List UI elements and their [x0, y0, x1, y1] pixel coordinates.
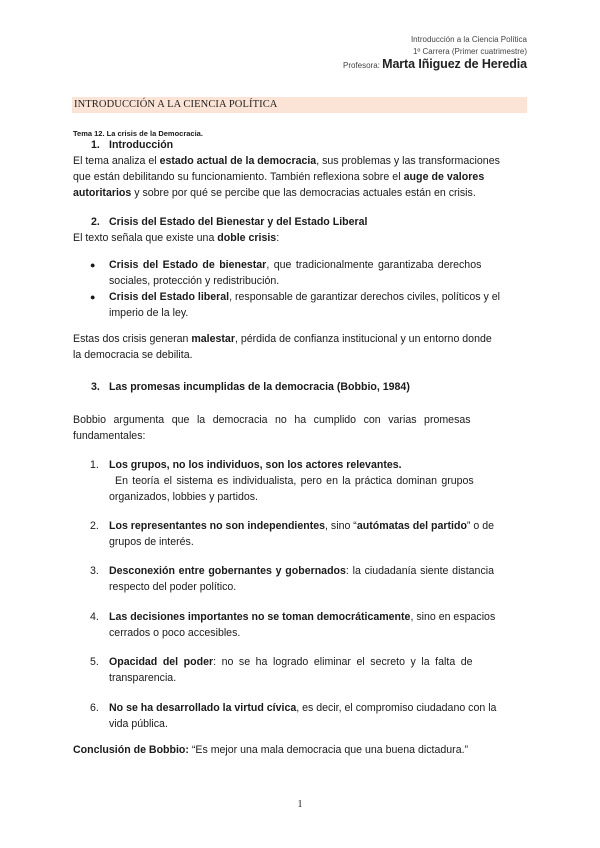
section2-title: Crisis del Estado del Bienestar y del Estado Liberal	[109, 216, 368, 228]
header-year: 1º Carrera (Primer cuatrimestre)	[412, 47, 527, 56]
bullet-icon: ●	[90, 260, 96, 270]
professor-label: Profesora:	[342, 61, 380, 70]
section3-title: Las promesas incumplidas de la democracia (Bobbio, 1984)	[109, 381, 410, 393]
conclusion: Conclusión de Bobbio: “Es mejor una mala democracia que una buena dictadura.”	[73, 744, 469, 756]
section3-intro-line2: fundamentales:	[73, 430, 146, 442]
section2-close-line1: Estas dos crisis generan malestar, pérdida de confianza institucional y un entorno donde	[73, 333, 492, 345]
bullet-icon: ●	[90, 292, 96, 302]
promise-number: 3.	[90, 565, 99, 577]
header-course: Introducción a la Ciencia Política	[410, 35, 527, 44]
promise-number: 2.	[90, 520, 99, 532]
bullet-2-line2: imperio de la ley.	[109, 307, 189, 319]
promise-1-line3: organizados, lobbies y partidos.	[109, 491, 258, 503]
promise-number: 4.	[90, 611, 99, 623]
promise-number: 1.	[90, 459, 99, 471]
page-number: 1	[297, 799, 303, 810]
promise-6-line2: vida pública.	[109, 718, 168, 730]
section1-line1: El tema analiza el estado actual de la democracia, sus problemas y las transformaciones	[73, 155, 500, 167]
banner-title: INTRODUCCIÓN A LA CIENCIA POLÍTICA	[74, 99, 278, 110]
header-professor	[343, 57, 527, 71]
section1-line2: que están debilitando su funcionamiento. También reflexiona sobre el auge de valores	[73, 171, 485, 183]
promise-5-line2: transparencia.	[109, 672, 177, 684]
promise-2-line1: Los representantes no son independientes, sino “autómatas del partido” o de	[109, 520, 495, 532]
promise-3-line1: Desconexión entre gobernantes y gobernados: la ciudadanía siente distancia	[109, 565, 494, 577]
promise-6-line1: No se ha desarrollado la virtud cívica, es decir, el compromiso ciudadano con la	[109, 702, 497, 714]
promise-1-line2: En teoría el sistema es individualista, pero en la práctica dominan grupos	[115, 475, 474, 487]
bullet-1-line1: Crisis del Estado de bienestar, que tradicionalmente garantizaba derechos	[109, 259, 482, 271]
promise-1-line1: Los grupos, no los individuos, son los actores relevantes.	[109, 459, 402, 471]
section3-intro-line1: Bobbio argumenta que la democracia no ha cumplido con varias promesas	[73, 414, 471, 426]
section2-intro: El texto señala que existe una doble crisis:	[73, 232, 280, 244]
professor-name: Marta Iñiguez de Heredia	[382, 57, 527, 71]
section2-close-line2: la democracia se debilita.	[73, 349, 193, 361]
promise-3-line2: respecto del poder político.	[109, 581, 237, 593]
promise-number: 5.	[90, 656, 99, 668]
section2-number: 2.	[91, 216, 100, 228]
promise-5-line1: Opacidad del poder: no se ha logrado eliminar el secreto y la falta de	[109, 656, 473, 668]
promise-4-line1: Las decisiones importantes no se toman democráticamente, sino en espacios	[109, 611, 496, 623]
promise-4-line2: cerrados o poco accesibles.	[109, 627, 241, 639]
subject-banner	[72, 97, 527, 113]
promise-2-line2: grupos de interés.	[109, 536, 194, 548]
bullet-2-line1: Crisis del Estado liberal, responsable de garantizar derechos civiles, políticos y el	[109, 291, 500, 303]
section1-number: 1.	[91, 139, 100, 151]
section1-title: Introducción	[109, 139, 174, 151]
topic-title: Tema 12. La crisis de la Democracia.	[73, 129, 203, 138]
section3-number: 3.	[91, 381, 100, 393]
bullet-1-line2: sociales, protección y redistribución.	[109, 275, 280, 287]
promise-number: 6.	[90, 702, 99, 714]
section1-line3: autoritarios y sobre por qué se percibe que las democracias actuales están en crisis.	[73, 187, 476, 199]
